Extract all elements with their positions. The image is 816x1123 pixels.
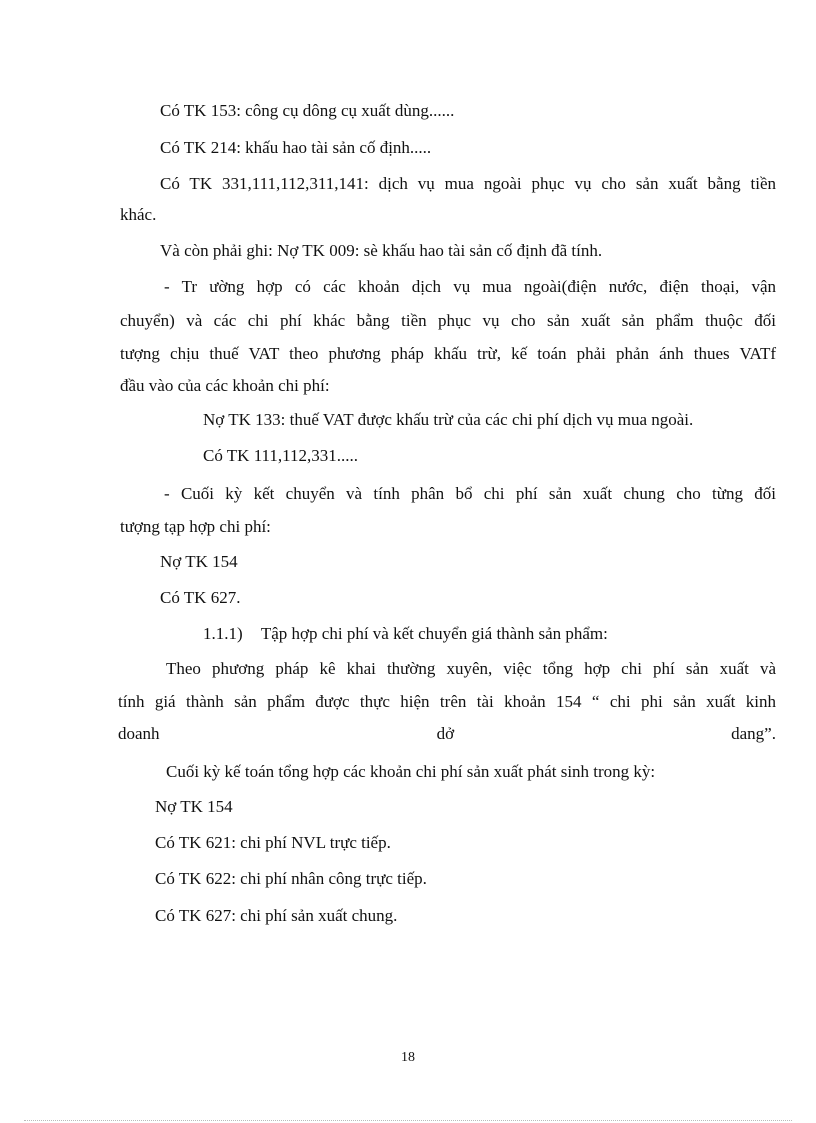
text-line: Có TK 153: công cụ dông cụ xuất dùng...... [160,101,455,120]
text-line: tượng chịu thuế VAT theo phương pháp khấu trừ, kế toán phải phản ánh thues VATf [120,344,776,363]
text-line: đầu vào của các khoản chi phí: [120,376,330,395]
text-word: dở [436,724,455,743]
text-line: Nợ TK 133: thuế VAT được khấu trừ của các chi phí dịch vụ mua ngoài. [203,410,694,429]
text-line: tính giá thành sản phẩm được thực hiện trên tài khoản 154 “ chi phi sản xuất kinh [118,692,776,711]
text-line [118,724,776,744]
text-line: khác. [120,205,157,224]
text-line: Có TK 214: khấu hao tài sản cố định..... [160,138,432,157]
text-line: - Cuối kỳ kết chuyển và tính phân bổ chi phí sản xuất chung cho từng đối [164,484,776,503]
text-line: chuyển) và các chi phí khác bằng tiền phục vụ cho sản xuất sản phẩm thuộc đối [120,311,776,330]
text-word: doanh [118,724,160,743]
text-line: tượng tạp hợp chi phí: [120,517,271,536]
text-line: Và còn phải ghi: Nợ TK 009: sè khấu hao tài sản cố định đã tính. [160,241,603,260]
text-line: Theo phương pháp kê khai thường xuyên, việc tổng hợp chi phí sản xuất và [166,659,776,678]
text-line: Có TK 622: chi phí nhân công trực tiếp. [155,869,427,888]
section-number: 1.1.1) [203,624,243,643]
text-line: - Tr ường hợp có các khoản dịch vụ mua ngoài(điện nước, điện thoại, vận [164,277,776,296]
text-line: Có TK 627. [160,588,241,607]
text-line: Có TK 627: chi phí sản xuất chung. [155,906,398,925]
text-line: Có TK 111,112,331..... [203,446,359,465]
text-line: Nợ TK 154 [155,797,233,816]
section-title: Tập hợp chi phí và kết chuyển giá thành sản phẩm: [260,624,608,643]
text-line: Cuối kỳ kế toán tổng hợp các khoản chi phí sản xuất phát sinh trong kỳ: [166,762,656,781]
text-line: Có TK 331,111,112,311,141: dịch vụ mua ngoài phục vụ cho sản xuất bằng tiền [160,174,776,193]
text-word: dang”. [731,724,776,743]
page-bottom-divider [24,1120,792,1121]
text-line: Có TK 621: chi phí NVL trực tiếp. [155,833,391,852]
section-heading [203,624,608,644]
page-number: 18 [401,1050,415,1065]
text-line: Nợ TK 154 [160,552,238,571]
